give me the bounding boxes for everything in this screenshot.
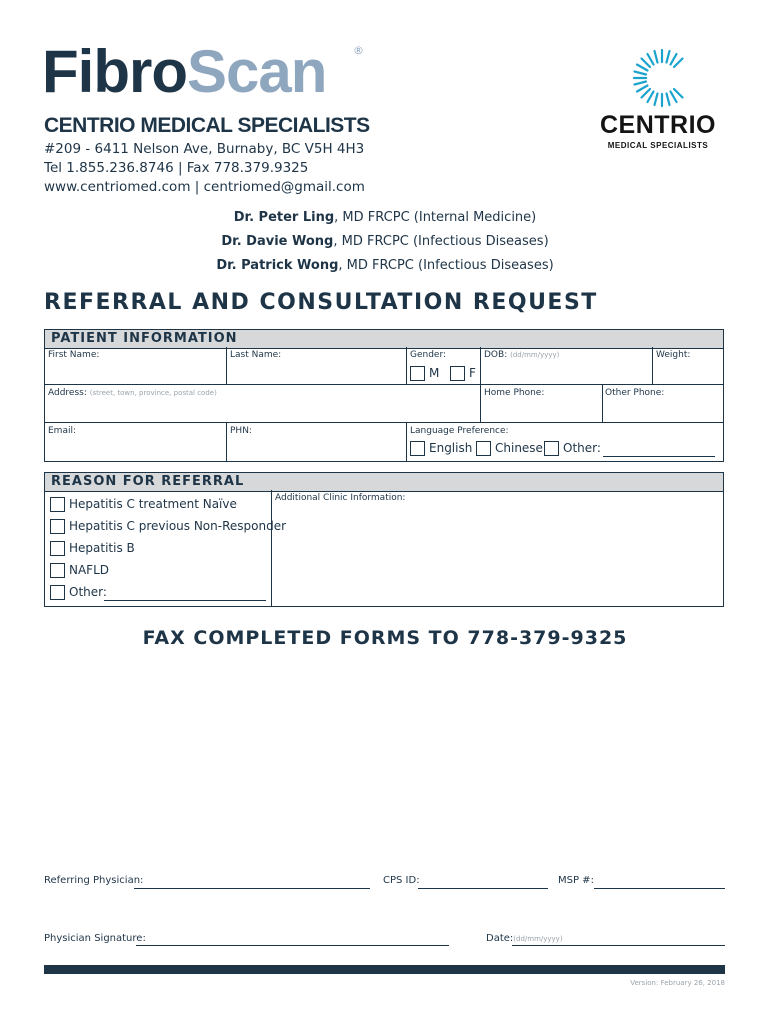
centrio-logo-subtext: MEDICAL SPECIALISTS [607,141,709,150]
cell-divider [226,422,227,462]
msp-label: MSP #: [558,875,594,886]
reason-checkbox[interactable] [50,497,65,512]
date-label: Date:(dd/mm/yyyy) [486,933,563,944]
clinic-web-email: www.centriomed.com | centriomed@gmail.com [44,179,365,195]
cell-divider [226,347,227,385]
clinic-phone-fax: Tel 1.855.236.8746 | Fax 778.379.9325 [44,160,309,176]
cps-id-label: CPS ID: [383,875,420,886]
cell-divider [406,347,407,385]
language-other-input[interactable] [603,455,715,457]
gender-label: Gender: [410,350,447,360]
gender-f-label: F [469,366,476,380]
address-field[interactable]: Address: (street, town, province, postal code) [48,388,217,398]
cell-divider [602,384,603,423]
reason-other-label: Other: [69,585,107,599]
reason-label: Hepatitis C previous Non-Responder [69,519,287,533]
language-other-checkbox[interactable] [544,441,559,456]
registered-mark: ® [353,44,364,57]
fax-instruction: FAX COMPLETED FORMS TO 778-379-9325 [142,627,628,649]
weight-field[interactable]: Weight: [656,350,691,360]
home-phone-field[interactable]: Home Phone: [484,388,545,398]
physician-signature-input[interactable] [136,944,449,946]
language-english-checkbox[interactable] [410,441,425,456]
cell-divider [652,347,653,385]
dob-field[interactable]: DOB: (dd/mm/yyyy) [484,350,560,360]
language-label: Language Preference: [410,426,509,436]
row-divider [44,384,724,385]
patient-information-heading: PATIENT INFORMATION [45,330,723,349]
doctor-line: Dr. Patrick Wong, MD FRCPC (Infectious Diseases) [216,258,554,273]
footer-bar [44,965,725,974]
clinic-address: #209 - 6411 Nelson Ave, Burnaby, BC V5H 4H3 [44,141,365,157]
row-divider [44,422,724,423]
reason-label: Hepatitis B [69,541,135,555]
msp-input[interactable] [594,887,725,889]
reason-checkbox[interactable] [50,519,65,534]
cell-divider [480,347,481,423]
reason-label: NAFLD [69,563,110,577]
phn-field[interactable]: PHN: [230,426,252,436]
centrio-logo-icon [632,48,692,108]
date-input[interactable] [512,944,725,946]
reason-other-input[interactable] [104,599,266,601]
language-chinese-label: Chinese [495,441,543,455]
cell-divider [271,490,272,607]
gender-m-checkbox[interactable] [410,366,425,381]
doctor-line: Dr. Peter Ling, MD FRCPC (Internal Medicine) [233,210,537,225]
reason-checkbox[interactable] [50,563,65,578]
email-field[interactable]: Email: [48,426,77,436]
last-name-field[interactable]: Last Name: [230,350,282,360]
other-phone-field[interactable]: Other Phone: [605,388,665,398]
referring-physician-label: Referring Physician: [44,875,144,886]
fibroscan-logo: FibroScan [42,38,327,105]
cps-id-input[interactable] [418,887,548,889]
gender-m-label: M [429,366,440,380]
gender-f-checkbox[interactable] [450,366,465,381]
reason-for-referral-heading: REASON FOR REFERRAL [45,473,723,492]
reason-other-checkbox[interactable] [50,585,65,600]
cell-divider [406,422,407,462]
clinic-name: CENTRIO MEDICAL SPECIALISTS [44,114,370,137]
additional-clinic-information-field[interactable]: Additional Clinic Information: [275,493,406,503]
doctor-line: Dr. Davie Wong, MD FRCPC (Infectious Diseases) [221,234,549,249]
reason-label: Hepatitis C treatment Naïve [69,497,237,511]
language-other-label: Other: [563,441,601,455]
first-name-field[interactable]: First Name: [48,350,100,360]
form-title: REFERRAL AND CONSULTATION REQUEST [44,290,598,315]
reason-checkbox[interactable] [50,541,65,556]
version-text: Version: February 26, 2018 [630,979,725,987]
language-english-label: English [429,441,473,455]
referring-physician-input[interactable] [134,887,370,889]
language-chinese-checkbox[interactable] [476,441,491,456]
centrio-logo-text: CENTRIO [600,111,716,139]
physician-signature-label: Physician Signature: [44,933,146,944]
